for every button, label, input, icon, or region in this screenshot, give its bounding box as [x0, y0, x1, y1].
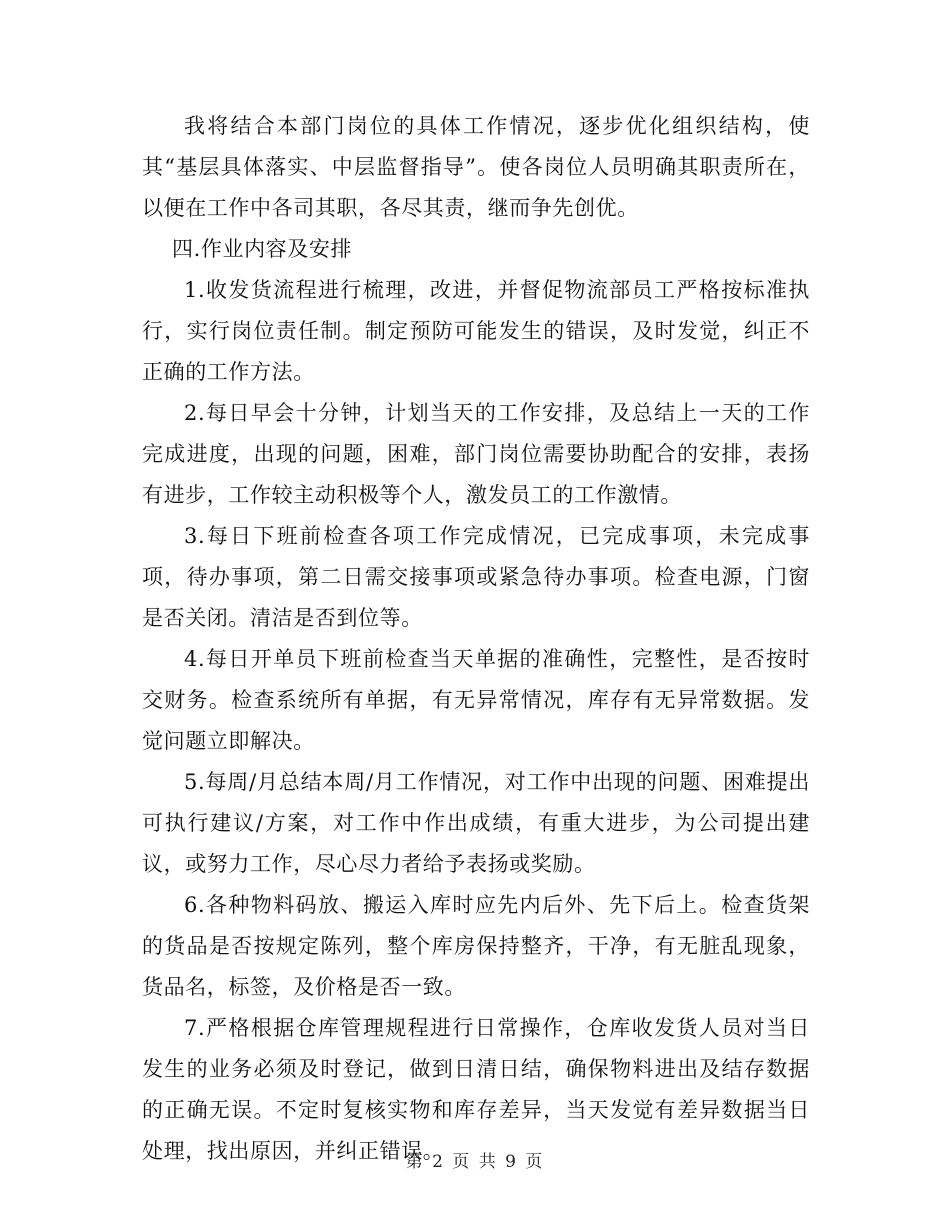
list-item-2: 2.每日早会十分钟，计划当天的工作安排，及总结上一天的工作完成进度，出现的问题，困难，部门岗位需要协助配合的安排，表扬有进步，工作较主动积极等个人，激发员工的工作激情。 [142, 401, 810, 507]
page-number-footer: 第 2 页 共 9 页 [405, 1152, 545, 1172]
list-item-7: 7.严格根据仓库管理规程进行日常操作，仓库收发货人员对当日发生的业务必须及时登记，做到日清日结，确保物料进出及结存数据的正确无误。不定时复核实物和库存差异，当天发觉有差异数据当日处理，找出原因，并纠正错误。 [142, 1016, 810, 1163]
document-body [142, 106, 810, 1172]
list-item-5: 5.每周/月总结本周/月工作情况，对工作中出现的问题、困难提出可执行建议/方案，对工作中作出成绩，有重大进步，为公司提出建议，或努力工作，尽心尽力者给予表扬或奖励。 [142, 770, 810, 876]
list-item-1: 1.收发货流程进行梳理，改进，并督促物流部员工严格按标准执行，实行岗位责任制。制定预防可能发生的错误，及时发觉，纠正不正确的工作方法。 [142, 278, 810, 384]
paragraph-intro: 我将结合本部门岗位的具体工作情况，逐步优化组织结构，使其“基层具体落实、中层监督指导”。使各岗位人员明确其职责所在，以便在工作中各司其职，各尽其责，继而争先创优。 [142, 114, 810, 220]
list-item-4: 4.每日开单员下班前检查当天单据的准确性，完整性，是否按时交财务。检查系统所有单据，有无异常情况，库存有无异常数据。发觉问题立即解决。 [142, 647, 810, 753]
section-heading-4: 四.作业内容及安排 [172, 237, 353, 261]
list-item-6: 6.各种物料码放、搬运入库时应先内后外、先下后上。检查货架的货品是否按规定陈列，整个库房保持整齐，干净，有无脏乱现象，货品名，标签，及价格是否一致。 [142, 893, 810, 999]
list-item-3: 3.每日下班前检查各项工作完成情况，已完成事项，未完成事项，待办事项，第二日需交接事项或紧急待办事项。检查电源，门窗是否关闭。清洁是否到位等。 [142, 524, 810, 630]
